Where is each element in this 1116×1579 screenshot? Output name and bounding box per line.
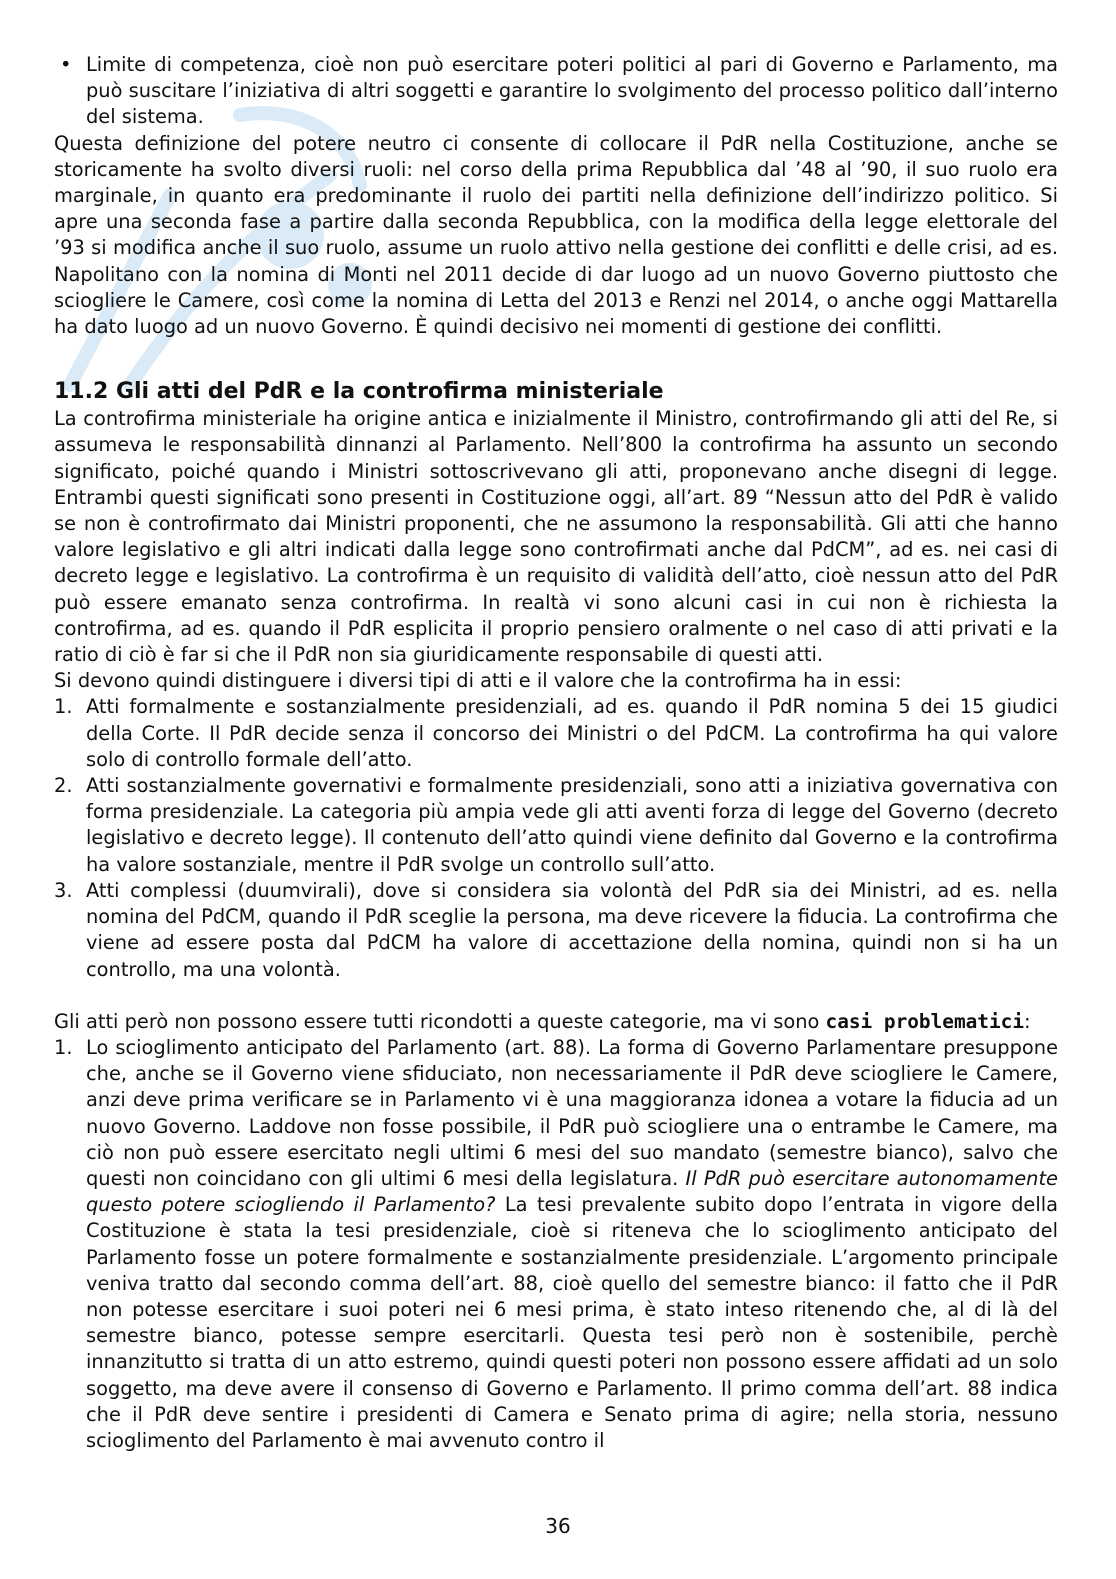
intro-paragraph: Questa definizione del potere neutro ci consente di collocare il PdR nella Costituzione, anche se storicamente ha svolto diversi ruoli: nel corso della prima Repubblica dal ’48 al ’90, il suo ruolo era marginale, in quanto era predominante il ruolo dei partiti nella definizione dell’indirizzo politico. Si apre una seconda fase a partire dalla seconda Repubblica, con la modifica della legge elettorale del ’93 si modifica anche il suo ruolo, assume un ruolo attivo nella gestione dei conflitti e delle crisi, ad es. Napolitano con la nomina di Monti nel 2011 decide di dar luogo ad un nuovo Governo piuttosto che sciogliere le Camere, così come la nomina di Letta del 2013 e Renzi nel 2014, o anche oggi Mattarella ha dato luogo ad un nuovo Governo. È quindi decisivo nei momenti di gestione dei conflitti.	[54, 131, 1058, 339]
problems-list	[54, 1035, 1058, 1454]
list-text: Atti formalmente e sostanzialmente presidenziali, ad es. quando il PdR nomina 5 dei 15 giudici della Corte. Il PdR decide senza il concorso dei Ministri o del PdCM. La controfirma ha qui valore solo di controllo formale dell’atto.	[86, 695, 1058, 771]
problems-intro-colon: :	[1024, 1009, 1031, 1033]
document-page	[54, 52, 1058, 1454]
list-item	[54, 1035, 1058, 1454]
section-heading: 11.2 Gli atti del PdR e la controfirma ministeriale	[54, 379, 664, 405]
list-item	[54, 694, 1058, 773]
list-number: 2.	[54, 774, 73, 798]
types-list	[54, 694, 1058, 982]
problems-intro-bold: casi problematici	[825, 1009, 1024, 1033]
problems-intro-text: Gli atti però non possono essere tutti ricondotti a queste categorie, ma vi sono	[54, 1009, 826, 1033]
bullet-text: Limite di competenza, cioè non può esercitare poteri politici al pari di Governo e Parlamento, ma può suscitare l’iniziativa di altri soggetti e garantire lo svolgimento del processo politico dall’interno del sistema.	[86, 53, 1058, 129]
bullet-item	[54, 52, 1058, 131]
types-intro: Si devono quindi distinguere i diversi tipi di atti e il valore che la controfirma ha in essi:	[54, 669, 902, 693]
list-text: Atti sostanzialmente governativi e formalmente presidenziali, sono atti a iniziativa governativa con forma presidenziale. La categoria più ampia vede gli atti aventi forza di legge del Governo (decreto legislativo e decreto legge). Il contenuto dell’atto quindi viene definito dal Governo e la controfirma ha valore sostanziale, mentre il PdR svolge un controllo sull’atto.	[86, 774, 1058, 876]
bullet-mark: •	[60, 53, 72, 76]
list-text: Lo scioglimento anticipato del Parlamento (art. 88). La forma di Governo Parlamentare presuppone che, anche se il Governo viene sfiduciato, non necessariamente il PdR deve sciogliere le Camere, anzi deve prima verificare se in Parlamento vi è una maggioranza idonea a votare la fiducia ad un nuovo Governo. Laddove non fosse possibile, il PdR può sciogliere una o entrambe le Camere, ma ciò non può essere esercitato negli ultimi 6 mesi del suo mandato (semestre bianco), salvo che questi non coincidano con gli ultimi 6 mesi della legislatura.	[86, 1035, 1058, 1190]
list-item	[54, 773, 1058, 878]
list-item	[54, 878, 1058, 983]
list-number: 1.	[54, 1035, 73, 1059]
page-number: 36	[545, 1514, 571, 1538]
list-text-italic: Il PdR può esercitare autonomamente questo potere sciogliendo il Parlamento?	[86, 1166, 1058, 1217]
spacer	[54, 983, 1058, 1009]
problems-intro	[54, 1009, 1058, 1035]
list-number: 1.	[54, 695, 73, 719]
list-text: La tesi prevalente subito dopo l’entrata in vigore della Costituzione è stata la tesi presidenziale, cioè si riteneva che lo scioglimento anticipato del Parlamento fosse un potere formalmente e sostanzialmente presidenziale. L’argomento principale veniva tratto dal secondo comma dell’art. 88, cioè quello del semestre bianco: il fatto che il PdR non potesse esercitare i suoi poteri nei 6 mesi prima, è stato inteso ritenendo che, al di là del semestre bianco, potesse sempre esercitarli. Questa tesi però non è sostenibile, perchè innanzitutto si tratta di un atto estremo, quindi questi poteri non possono essere affidati ad un solo soggetto, ma deve avere il consenso di Governo e Parlamento. Il primo comma dell’art. 88 indica che il PdR deve sentire i presidenti di Camera e Senato prima di agire; nella storia, nessuno scioglimento del Parlamento è mai avvenuto contro il	[86, 1193, 1058, 1452]
section-paragraph: La controfirma ministeriale ha origine antica e inizialmente il Ministro, controfirmando gli atti del Re, si assumeva le responsabilità dinnanzi al Parlamento. Nell’800 la controfirma ha assunto un secondo significato, poiché quando i Ministri sottoscrivevano gli atti, proponevano anche disegni di legge. Entrambi questi significati sono presenti in Costituzione oggi, all’art. 89 “Nessun atto del PdR è valido se non è controfirmato dai Ministri proponenti, che ne assumono la responsabilità. Gli atti che hanno valore legislativo e gli altri indicati dalla legge sono controfirmati anche dal PdCM”, ad es. nei casi di decreto legge e legislativo. La controfirma è un requisito di validità dell’atto, cioè nessun atto del PdR può essere emanato senza controfirma. In realtà vi sono alcuni casi in cui non è richiesta la controfirma, ad es. quando il PdR esplicita il proprio pensiero oralmente o nel caso di atti privati e la ratio di ciò è far si che il PdR non sia giuridicamente responsabile di questi atti.	[54, 407, 1058, 667]
list-number: 3.	[54, 878, 73, 902]
list-text: Atti complessi (duumvirali), dove si considera sia volontà del PdR sia dei Ministri, ad es. nella nomina del PdCM, quando il PdR sceglie la persona, ma deve ricevere la fiducia. La controfirma che viene ad essere posta dal PdCM ha valore di accettazione della nomina, quindi non si ha un controllo, ma una volontà.	[86, 878, 1058, 981]
